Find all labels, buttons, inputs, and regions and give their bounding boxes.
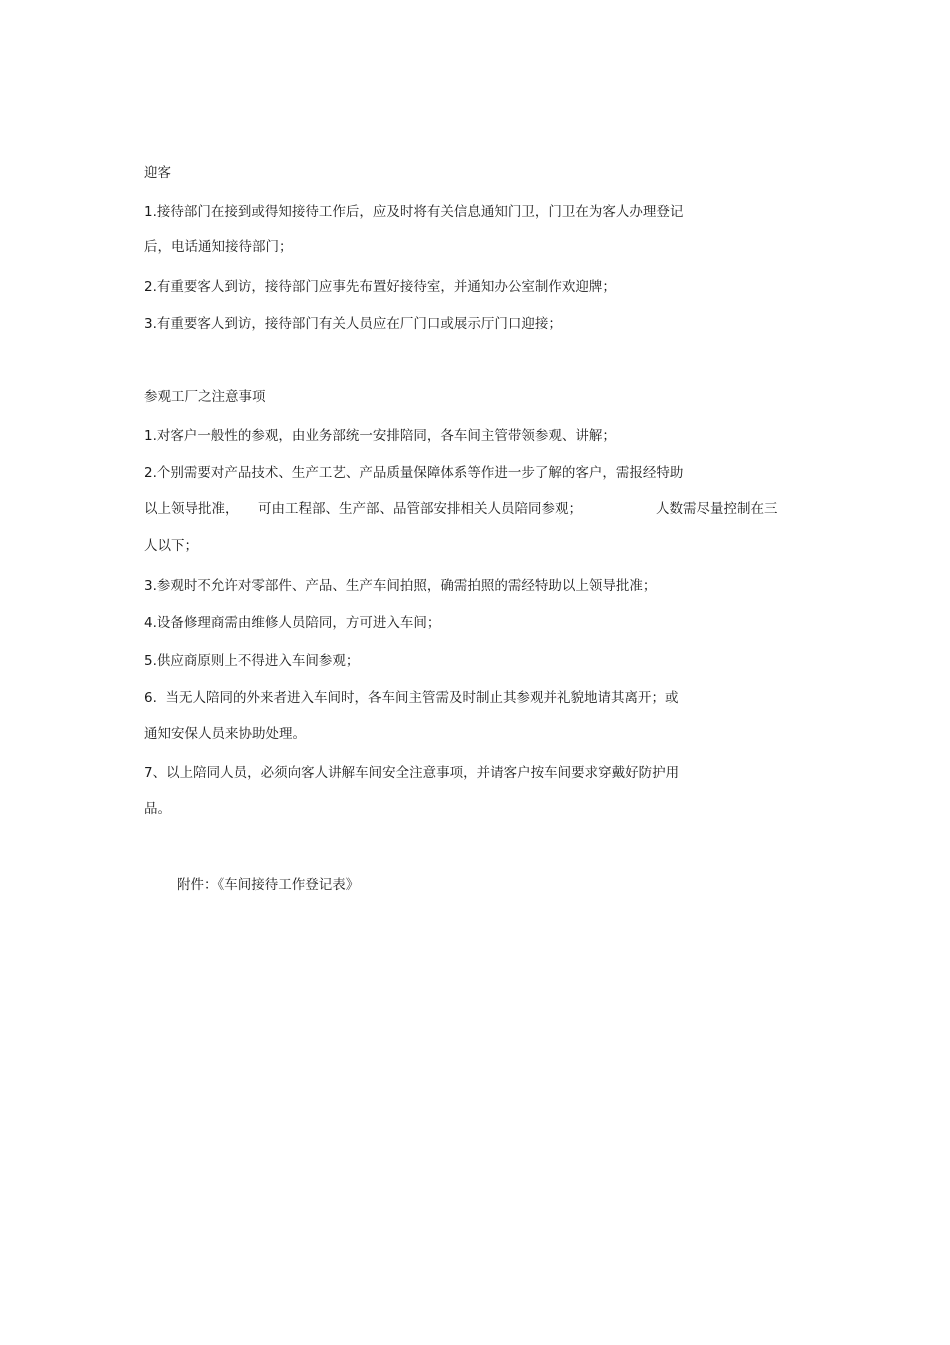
paragraph-line: 2.有重要客人到访，接待部门应事先布置好接待室，并通知办公室制作欢迎牌； bbox=[144, 279, 616, 295]
paragraph-line: 人以下； bbox=[144, 538, 198, 554]
section-title-welcome: 迎客 bbox=[144, 165, 171, 181]
paragraph-line: 4.设备修理商需由维修人员陪同，方可进入车间； bbox=[144, 615, 441, 631]
section-title-factory-visit: 参观工厂之注意事项 bbox=[144, 389, 266, 405]
paragraph-line: 5.供应商原则上不得进入车间参观； bbox=[144, 653, 360, 669]
paragraph-line: 7、以上陪同人员，必须向客人讲解车间安全注意事项，并请客户按车间要求穿戴好防护用 bbox=[144, 765, 680, 781]
paragraph-line: 2.个别需要对产品技术、生产工艺、产品质量保障体系等作进一步了解的客户，需报经特助 bbox=[144, 465, 684, 481]
paragraph-line: 6. 当无人陪同的外来者进入车间时，各车间主管需及时制止其参观并礼貌地请其离开；或 bbox=[144, 690, 679, 706]
paragraph-line: 3.有重要客人到访，接待部门有关人员应在厂门口或展示厅门口迎接； bbox=[144, 316, 562, 332]
paragraph-line: 品。 bbox=[144, 801, 171, 817]
paragraph-line-fragment: 以上领导批准， bbox=[144, 501, 239, 517]
attachment-note: 附件：《车间接待工作登记表》 bbox=[177, 877, 360, 893]
paragraph-line: 通知安保人员来协助处理。 bbox=[144, 726, 306, 742]
paragraph-line-fragment: 人数需尽量控制在三 bbox=[656, 501, 778, 517]
paragraph-line: 1.接待部门在接到或得知接待工作后，应及时将有关信息通知门卫，门卫在为客人办理登记 bbox=[144, 204, 684, 220]
paragraph-line-fragment: 可由工程部、生产部、品管部安排相关人员陪同参观； bbox=[258, 501, 582, 517]
paragraph-line: 后，电话通知接待部门； bbox=[144, 239, 293, 255]
paragraph-line: 3.参观时不允许对零部件、产品、生产车间拍照，确需拍照的需经特助以上领导批准； bbox=[144, 578, 657, 594]
paragraph-line: 1.对客户一般性的参观，由业务部统一安排陪同，各车间主管带领参观、讲解； bbox=[144, 428, 616, 444]
